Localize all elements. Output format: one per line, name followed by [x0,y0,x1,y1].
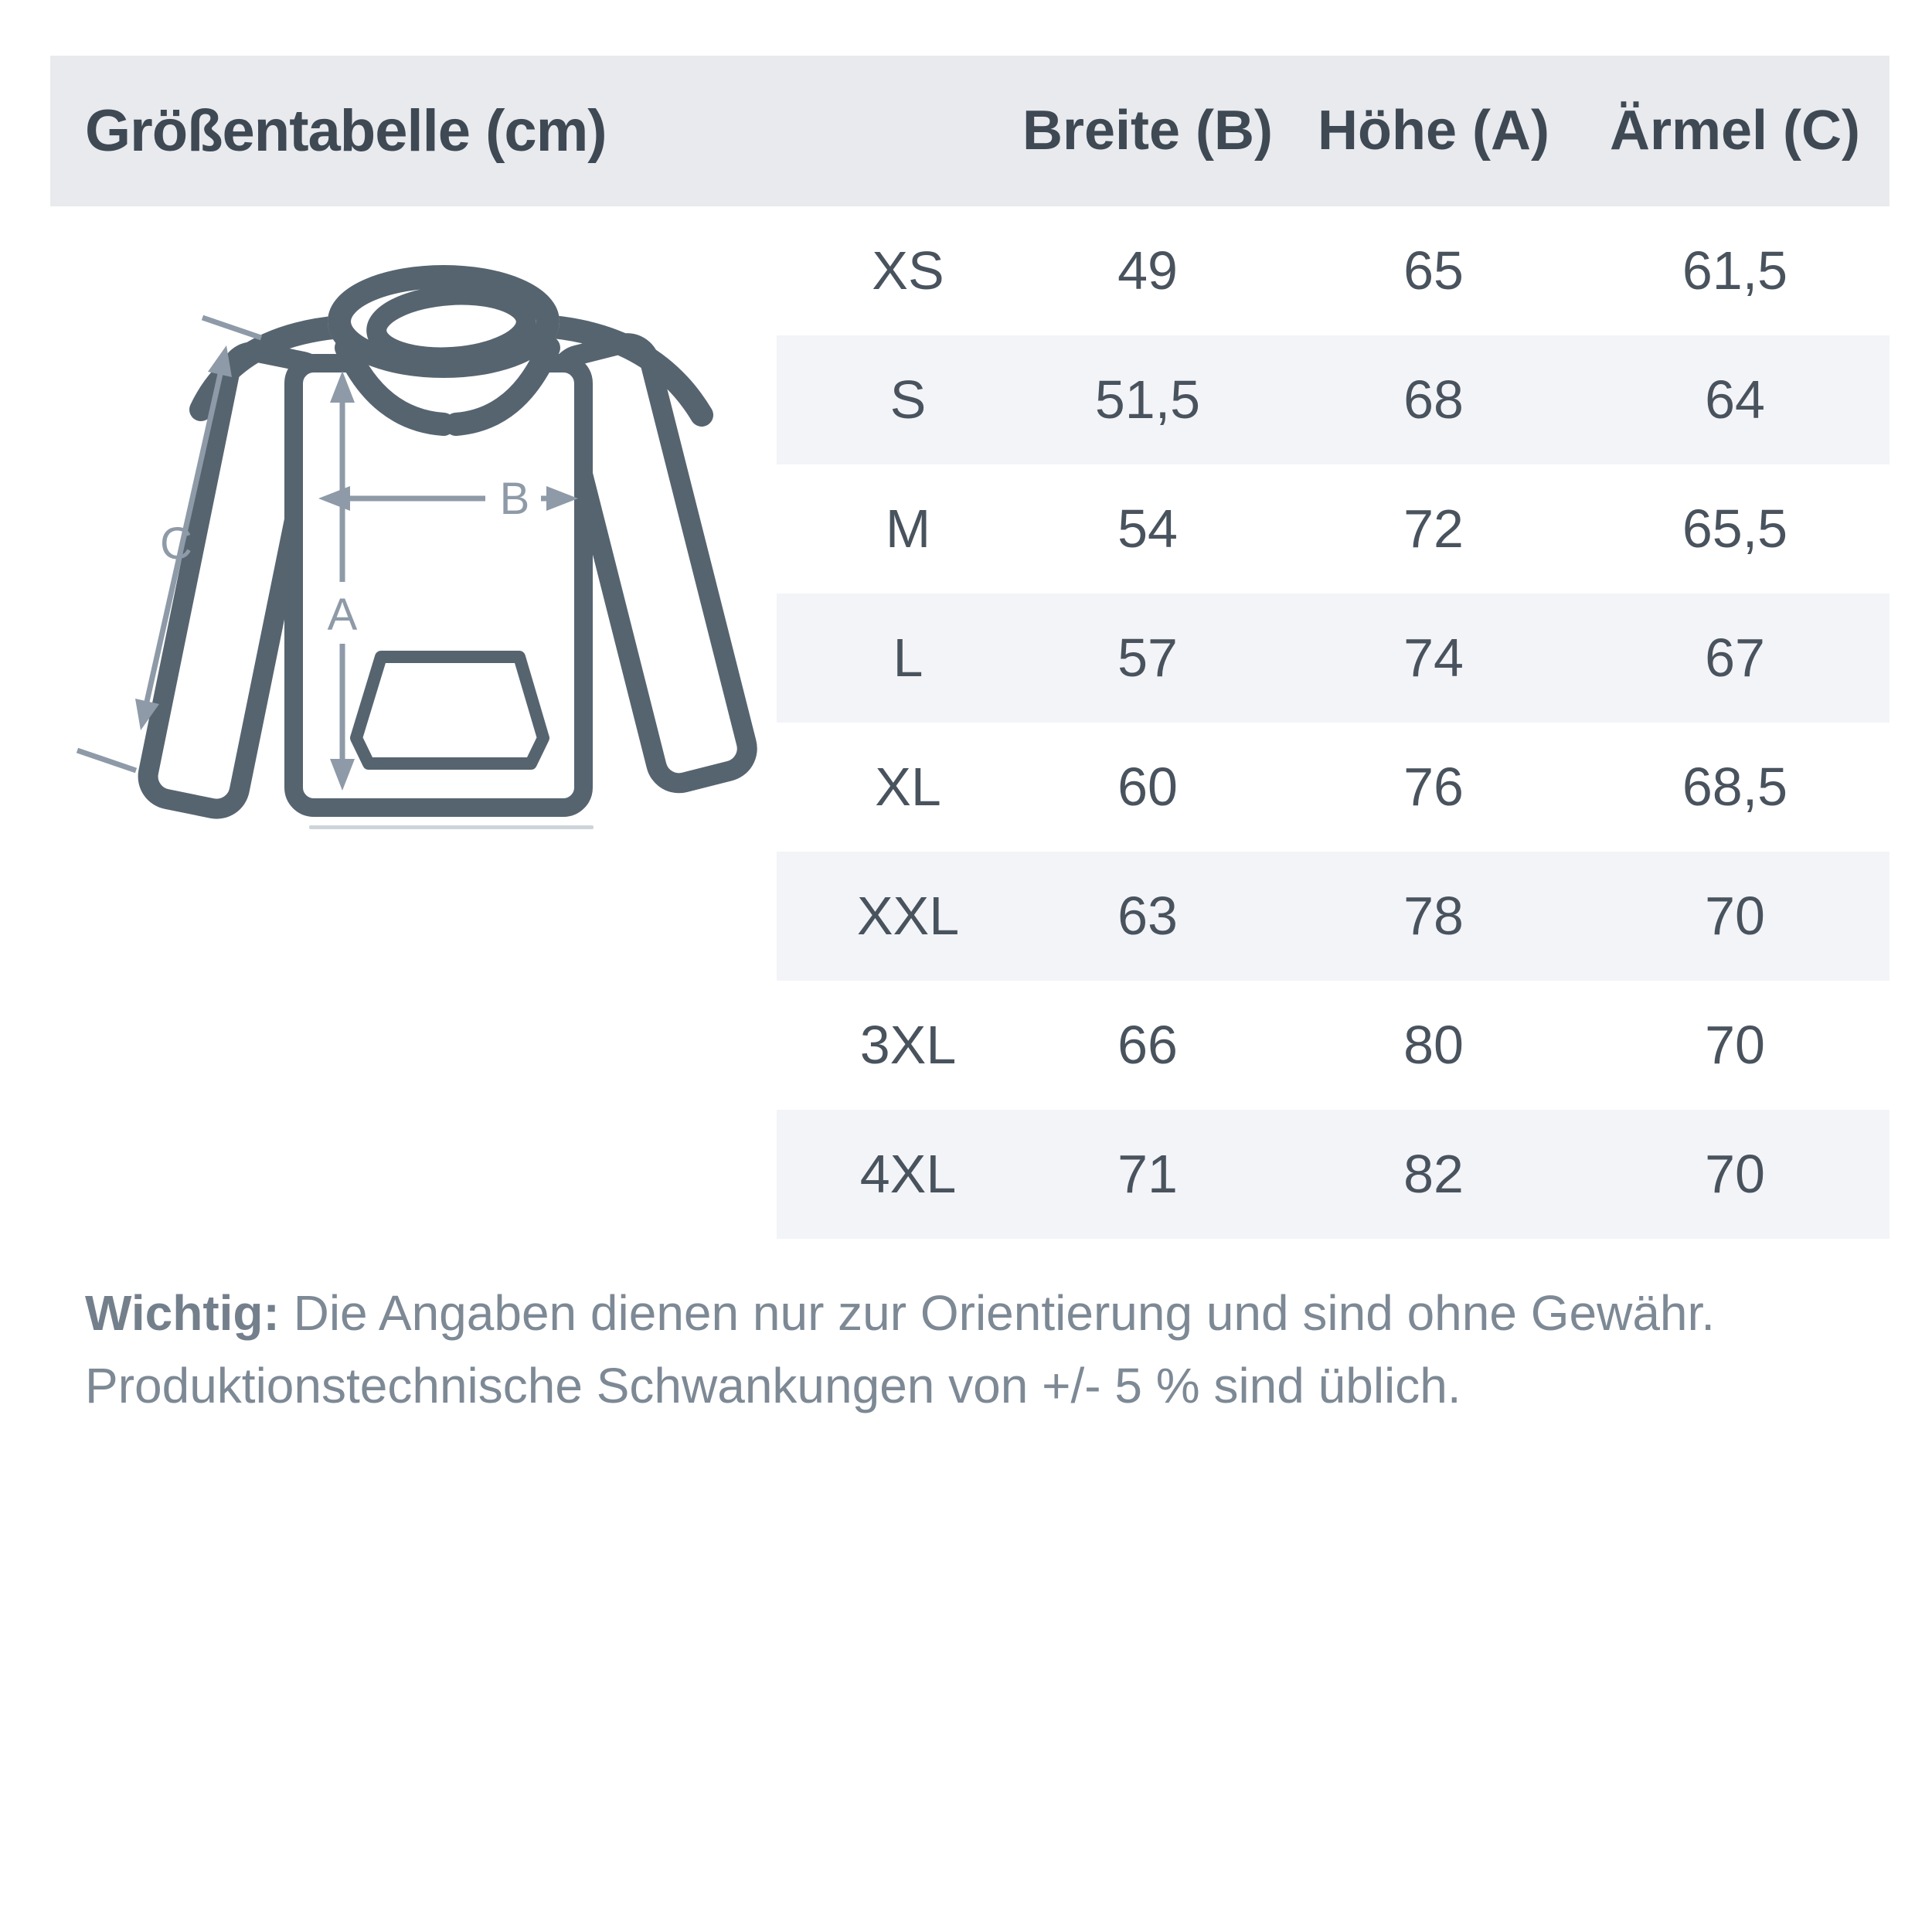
cell-sleeve_c: 70 [1705,1144,1765,1204]
cell-height_a: 65 [1403,240,1464,301]
note-emphasis: Wichtig: [85,1285,280,1341]
cell-sleeve_c: 70 [1705,886,1765,946]
hem-shadow [309,825,594,829]
cell-height_a: 78 [1403,886,1464,946]
cell-size: M [885,498,931,559]
cell-height_a: 72 [1403,498,1464,559]
cell-size: S [889,369,927,430]
table-header [50,56,1889,206]
cell-sleeve_c: 68,5 [1682,757,1788,817]
table-row [777,206,1889,335]
cell-width_b: 54 [1117,498,1178,559]
cell-height_a: 68 [1403,369,1464,430]
page-title: Größentabelle (cm) [85,98,607,164]
column-header-height: Höhe (A) [1318,100,1549,162]
cell-width_b: 66 [1117,1015,1178,1075]
table-row [777,464,1889,594]
cell-sleeve_c: 65,5 [1682,498,1788,559]
cell-size: L [893,628,923,688]
cell-sleeve_c: 70 [1705,1015,1765,1075]
table-row [777,723,1889,852]
cell-sleeve_c: 67 [1705,628,1765,688]
cell-size: XL [875,757,941,817]
cell-sleeve_c: 61,5 [1682,240,1788,301]
label-b: B [499,474,530,524]
column-header-sleeve: Ärmel (C) [1609,100,1861,162]
cell-width_b: 49 [1117,240,1178,301]
size-table [777,206,1889,1239]
table-row [777,981,1889,1110]
table-row [777,1110,1889,1239]
cell-width_b: 60 [1117,757,1178,817]
table-row [777,335,1889,464]
label-c: C [160,519,192,569]
column-header-width: Breite (B) [1022,100,1274,162]
cell-width_b: 71 [1117,1144,1178,1204]
hoodie-diagram [62,220,796,885]
cell-width_b: 51,5 [1094,369,1201,430]
cell-size: XXL [856,886,960,946]
cell-height_a: 82 [1403,1144,1464,1204]
cell-width_b: 63 [1117,886,1178,946]
label-a: A [327,590,358,640]
cell-height_a: 74 [1403,628,1464,688]
cell-width_b: 57 [1117,628,1178,688]
note-text-line2: Produktionstechnische Schwankungen von +/- 5 % sind üblich. [85,1358,1461,1413]
cell-size: 4XL [859,1144,957,1204]
note-text-line1: Die Angaben dienen nur zur Orientierung und sind ohne Gewähr. [279,1285,1716,1341]
table-row [777,594,1889,723]
table-row [777,852,1889,981]
cell-size: XS [872,240,944,301]
cell-height_a: 80 [1403,1015,1464,1075]
hoodie-pocket [356,657,543,764]
note [85,1277,1862,1422]
cell-size: 3XL [859,1015,957,1075]
cell-height_a: 76 [1403,757,1464,817]
cell-sleeve_c: 64 [1705,369,1765,430]
